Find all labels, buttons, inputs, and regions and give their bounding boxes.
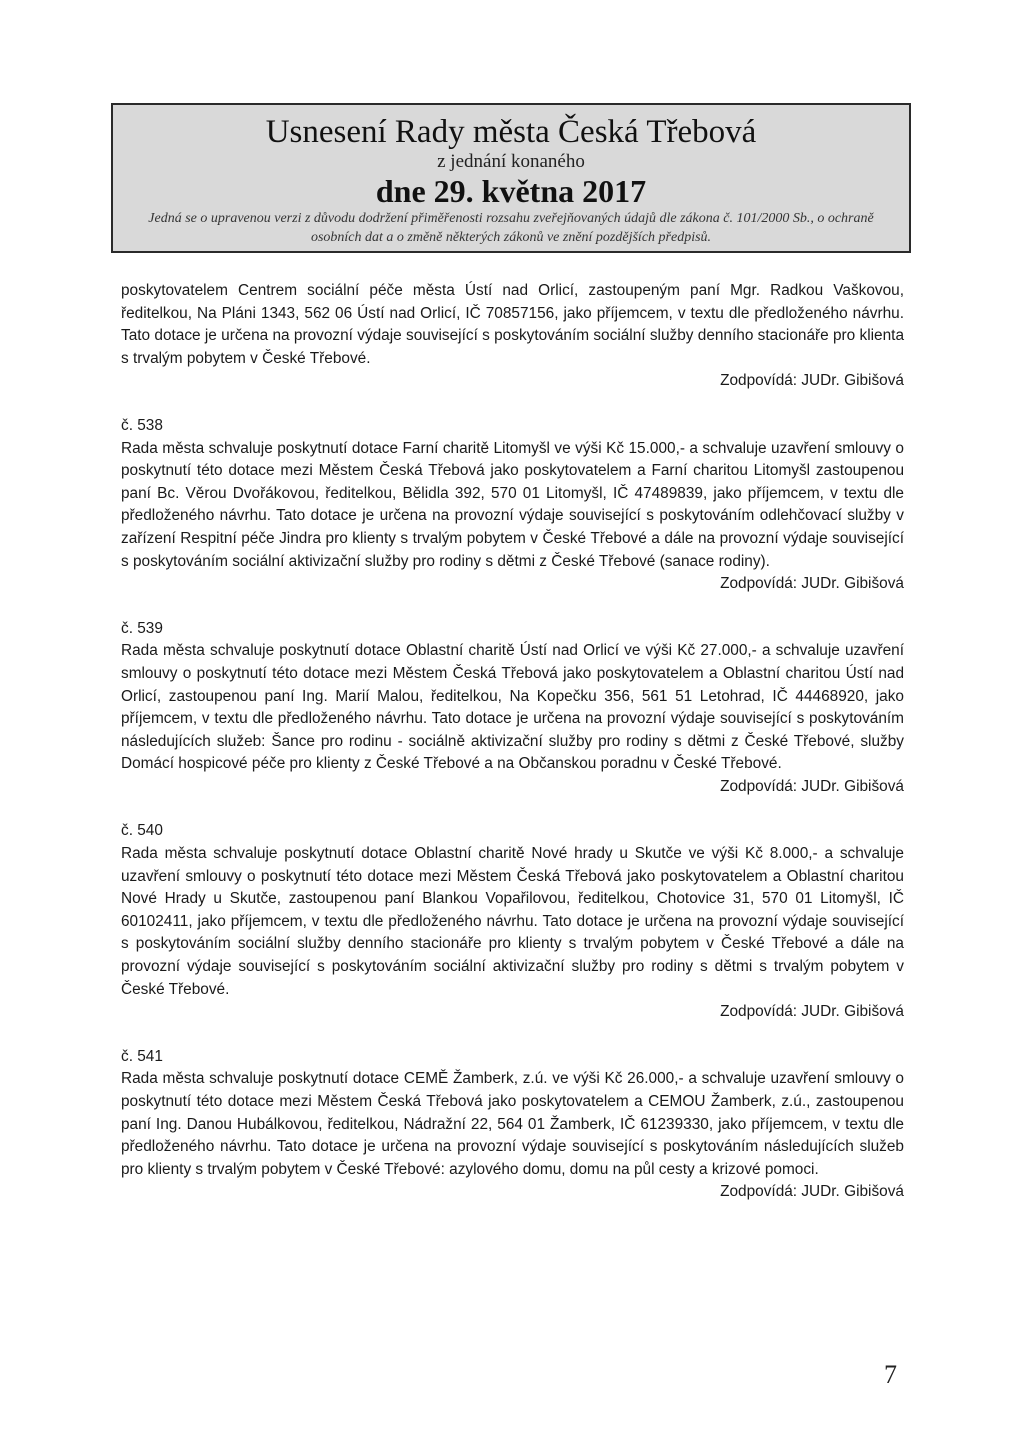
resolution-text: Rada města schvaluje poskytnutí dotace Oblastní charitě Ústí nad Orlicí ve výši Kč 27.000,- a schvaluje uzavření smlouvy o poskytnutí této dotace mezi Městem Česká Třebová jako poskytovatelem a Oblastní charitou Ústí nad Orlicí, zastoupenou paní Ing. Marií Malou, ředitelkou, Na Kopečku 356, 561 51 Letohrad, IČ 44468920, jako příjemcem, v textu dle předloženého návrhu. Tato dotace je určena na provozní výdaje související s poskytováním následujících služeb: Šance pro rodinu - sociálně aktivizační služby pro rodiny s dětmi z České Třebové, služby Domácí hospicové péče pro klienty z České Třebové a na Občanskou poradnu v České Třebové. [121,642,904,773]
intro-section [121,280,904,393]
resolution-text: Rada města schvaluje poskytnutí dotace CEMĚ Žamberk, z.ú. ve výši Kč 26.000,- a schvaluje uzavření smlouvy o poskytnutí této dotace mezi Městem Česká Třebová jako poskytovatelem a CEMOU Žamberk, z.ú., zastoupenou paní Ing. Danou Hubálkovou, ředitelkou, Nádražní 22, 564 01 Žamberk, IČ 61239330, jako příjemcem, v textu dle předloženého návrhu. Tato dotace je určena na provozní výdaje související s poskytováním následujících služeb pro klienty s trvalým pobytem v České Třebové: azylového domu, domu na půl cesty a krizové pomoci. [121,1070,904,1178]
resolution-number: č. 541 [121,1047,163,1065]
resolution-540 [121,820,904,1023]
document-title: Usnesení Rady města Česká Třebová [265,114,757,150]
resolution-text: Rada města schvaluje poskytnutí dotace Oblastní charitě Nové hrady u Skutče ve výši Kč 8.000,- a schvaluje uzavření smlouvy o poskytnutí této dotace mezi Městem Česká Třebová jako poskytovatelem a Oblastní charitou Nové Hrady u Skutče, zastoupenou paní Blankou Vopařilovou, ředitelkou, Chotovice 31, 570 01 Litomyšl, IČ 60102411, jako příjemcem, v textu dle předloženého návrhu. Tato dotace je určena na provozní výdaje související s poskytováním sociální služby denního stacionáře pro klienty s trvalým pobytem v České Třebové a dále na provozní výdaje související s poskytováním sociální aktivizační služby pro rodiny s dětmi s trvalým pobytem v České Třebové. [121,845,904,998]
resolution-541 [121,1046,904,1204]
responsible-person: Zodpovídá: JUDr. Gibišová [720,575,904,593]
resolution-number: č. 539 [121,619,163,637]
responsible-person: Zodpovídá: JUDr. Gibišová [720,1183,904,1201]
meeting-date: dne 29. května 2017 [375,173,647,209]
responsible-person: Zodpovídá: JUDr. Gibišová [720,372,904,390]
resolution-number: č. 538 [121,416,163,434]
document-body [121,280,904,1204]
resolution-text: Rada města schvaluje poskytnutí dotace Farní charitě Litomyšl ve výši Kč 15.000,- a schvaluje uzavření smlouvy o poskytnutí této dotace mezi Městem Česká Třebová jako poskytovatelem a Farní charitou Litomyšl zastoupenou paní Bc. Věrou Dvořákovou, ředitelkou, Bělidla 392, 570 01 Litomyšl, IČ 47489839, jako příjemcem, v textu dle předloženého návrhu. Tato dotace je určena na provozní výdaje související s poskytováním odlehčovací služby v zařízení Respitní péče Jindra pro klienty s trvalým pobytem v České Třebové a dále na provozní výdaje související s poskytováním sociální aktivizační služby pro rodiny s dětmi z České Třebové (sanace rodiny). [121,439,904,570]
resolution-number: č. 540 [121,822,163,840]
responsible-person: Zodpovídá: JUDr. Gibišová [720,1003,904,1021]
anonymization-note: Jedná se o upravenou verzi z důvodu dodržení přiměřenosti rozsahu zveřejňovaných údajů dle zákona č. 101/2000 Sb., o ochraně osobních dat a o změně některých zákonů ve znění pozdějších předpisů. [148,211,874,245]
meeting-subtitle: z jednání konaného [437,151,585,172]
responsible-person: Zodpovídá: JUDr. Gibišová [720,777,904,795]
resolution-539 [121,618,904,799]
document-header [111,103,911,253]
page-number: 7 [884,1360,897,1389]
intro-text: poskytovatelem Centrem sociální péče města Ústí nad Orlicí, zastoupeným paní Mgr. Radkou Vaškovou, ředitelkou, Na Pláni 1343, 562 06 Ústí nad Orlicí, IČ 70857156, jako příjemcem, v textu dle předloženého návrhu. Tato dotace je určena na provozní výdaje související s poskytováním sociální služby denního stacionáře pro klienta s trvalým pobytem v České Třebové. [121,282,904,367]
resolution-538 [121,415,904,596]
